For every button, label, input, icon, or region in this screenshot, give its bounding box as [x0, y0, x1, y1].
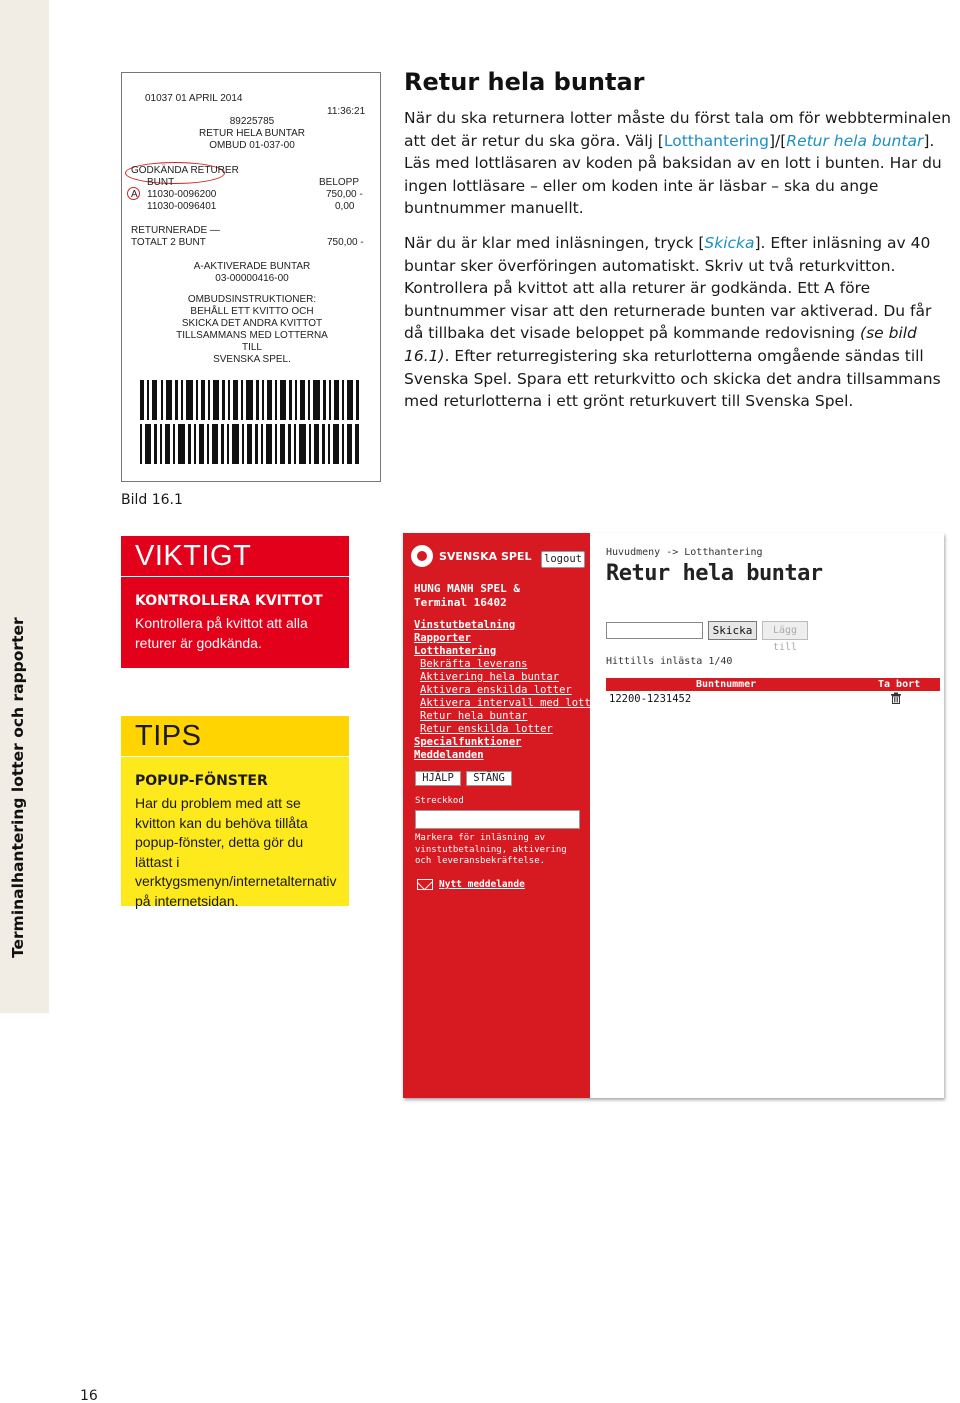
receipt-bunt-label: BUNT — [147, 177, 175, 188]
tips-box — [121, 716, 349, 909]
skicka-button[interactable]: Skicka — [708, 621, 757, 640]
receipt-total-amount: 750,00 - — [327, 237, 364, 248]
figure-caption: Bild 16.1 — [121, 492, 183, 508]
new-message-link[interactable] — [417, 879, 525, 890]
receipt-image — [121, 72, 381, 482]
page-title: Retur hela buntar — [606, 561, 823, 586]
tips-heading: TIPS — [135, 720, 202, 752]
link-lotthantering: Lotthantering — [663, 131, 769, 150]
menu-item-retur-enskilda-lotter[interactable]: Retur enskilda lotter — [420, 723, 553, 735]
viktigt-box — [121, 536, 349, 668]
tips-subheading: POPUP-FÖNSTER — [135, 773, 268, 789]
menu-item-lotthantering[interactable]: Lotthantering — [414, 645, 497, 657]
column-header-buntnummer: Buntnummer — [696, 679, 757, 690]
brand-name: SVENSKA SPEL — [439, 549, 532, 563]
receipt-approved: GODKÄNDA RETURER — [131, 165, 239, 176]
receipt-title: RETUR HELA BUNTAR — [199, 128, 305, 139]
text-span: ]. Efter inläsning av 40 buntar sker överföringen automatiskt. Skriv ut två returkvitton. Kontrollera på kvittot att alla returer är godkända. Ett A före buntnummer visar att den returnerade bunten var aktiverad. Du får då tillbaka det visade beloppet på kommande redovisning — [404, 234, 932, 343]
text-span: När du ska returnera lotter måste du först tala om för webbterminalen att det är retur du ska göra. Välj [ — [404, 109, 951, 150]
receipt-row2-id: 11030-0096401 — [147, 201, 217, 212]
text-span: ]/[ — [768, 131, 787, 150]
viktigt-body: Kontrollera på kvittot att alla returer är godkända. — [135, 615, 308, 651]
menu-item-aktivera-enskilda-lotter[interactable]: Aktivera enskilda lotter — [420, 684, 572, 696]
store-info — [414, 582, 520, 610]
tips-body: Har du problem med att se kvitton kan du behöva tillåta popup-fönster, detta gör du lättast i verktygsmenyn/internetalternativ på internetsidan. — [135, 795, 337, 909]
side-tab — [0, 0, 49, 1013]
menu-item-specialfunktioner[interactable]: Specialfunktioner — [414, 736, 522, 748]
barcode-icon — [140, 380, 360, 464]
breadcrumb: Huvudmeny -> Lotthantering — [606, 547, 763, 558]
article-paragraph-1 — [404, 107, 952, 220]
terminal-sidebar — [403, 533, 604, 1098]
menu-item-aktivera-intervall[interactable]: Aktivera intervall med lotter — [420, 697, 604, 709]
viktigt-heading: VIKTIGT — [135, 540, 252, 572]
trash-icon[interactable] — [890, 692, 902, 704]
page-number: 16 — [80, 1388, 98, 1403]
svenska-spel-logo-icon — [411, 545, 433, 567]
main-menu — [414, 619, 603, 762]
receipt-activated-id: 03-00000416-00 — [215, 273, 289, 284]
table-header — [606, 678, 940, 691]
figure-reference: (se bild 16.1) — [404, 324, 917, 365]
receipt-instr-5: TILL — [241, 342, 262, 353]
text-span: När du är klar med inläsningen, tryck [ — [404, 234, 705, 252]
streckkod-input[interactable] — [415, 810, 580, 829]
menu-item-retur-hela-buntar[interactable]: Retur hela buntar — [420, 710, 528, 722]
receipt-instr-1: OMBUDSINSTRUKTIONER: — [187, 294, 317, 305]
receipt-marker-a: A — [131, 189, 138, 200]
article-title: Retur hela buntar — [404, 68, 645, 96]
streckkod-note: Markera för inläsning av vinstutbetalning, aktivering och leveransbekräftelse. — [415, 833, 567, 866]
article-paragraph-2 — [404, 232, 952, 413]
terminal-id: Terminal 16402 — [414, 596, 507, 609]
envelope-icon — [417, 879, 433, 890]
column-header-ta-bort: Ta bort — [878, 679, 921, 690]
receipt-instr-4: TILLSAMMANS MED LOTTERNA — [176, 330, 328, 341]
receipt-activated: A-AKTIVERADE BUNTAR — [193, 261, 311, 272]
receipt-belopp-label: BELOPP — [319, 177, 360, 188]
receipt-date: 01037 01 APRIL 2014 — [145, 93, 243, 104]
divider — [121, 576, 349, 577]
divider — [121, 756, 349, 757]
lagg-till-button[interactable]: Lägg till — [762, 621, 808, 640]
scanned-count: Hittills inlästa 1/40 — [606, 656, 733, 667]
menu-item-vinstutbetalning[interactable]: Vinstutbetalning — [414, 619, 516, 631]
logout-button[interactable]: logout — [541, 551, 585, 568]
new-message-label: Nytt meddelande — [439, 879, 525, 890]
terminal-screenshot — [403, 533, 944, 1098]
text-span: . Efter returregistering ska returlotterna omgående sändas till Svenska Spel. Spara ett returkvitto och skicka det andra tillsammans med returlotterna i ett grönt returkuvert till Svenska Spel. — [404, 346, 941, 411]
brand-logo — [411, 543, 531, 569]
receipt-instr-2: BEHÅLL ETT KVITTO OCH — [190, 306, 314, 317]
store-name: HUNG MANH SPEL & — [414, 582, 520, 595]
receipt-ombud: OMBUD 01-037-00 — [209, 140, 295, 151]
streckkod-label: Streckkod — [415, 796, 464, 806]
receipt-row1-id: 11030-0096200 — [147, 189, 217, 200]
receipt-id: 89225785 — [229, 116, 275, 127]
bunt-number-input[interactable] — [606, 622, 703, 639]
close-button[interactable]: STÄNG — [466, 771, 512, 786]
table-row-buntnummer: 12200-1231452 — [609, 693, 692, 705]
viktigt-subheading: KONTROLLERA KVITTOT — [135, 593, 323, 609]
receipt-instr-3: SKICKA DET ANDRA KVITTOT — [181, 318, 323, 329]
link-retur-hela-buntar: Retur hela buntar — [786, 131, 924, 150]
receipt-returned: RETURNERADE — — [131, 225, 220, 236]
receipt-row1-amount: 750,00 - — [326, 189, 363, 200]
menu-item-rapporter[interactable]: Rapporter — [414, 632, 471, 644]
receipt-total-label: TOTALT 2 BUNT — [131, 237, 206, 248]
menu-item-bekrafta-leverans[interactable]: Bekräfta leverans — [420, 658, 528, 670]
receipt-instr-6: SVENSKA SPEL. — [213, 354, 291, 365]
text-span: ]. Läs med lottläsaren av koden på baksidan av en lott i bunten. Har du ingen lottläsare – eller om koden inte är läsbar – ska du ange buntnummer manuellt. — [404, 131, 942, 218]
link-skicka: Skicka — [704, 234, 755, 252]
menu-item-aktivering-hela-buntar[interactable]: Aktivering hela buntar — [420, 671, 560, 683]
side-tab-label: Terminalhantering lotter och rapporter — [9, 617, 27, 958]
receipt-row2-amount: 0,00 — [335, 201, 355, 212]
menu-item-meddelanden[interactable]: Meddelanden — [414, 749, 484, 761]
help-button[interactable]: HJÄLP — [415, 771, 461, 786]
receipt-time: 11:36:21 — [327, 106, 366, 117]
